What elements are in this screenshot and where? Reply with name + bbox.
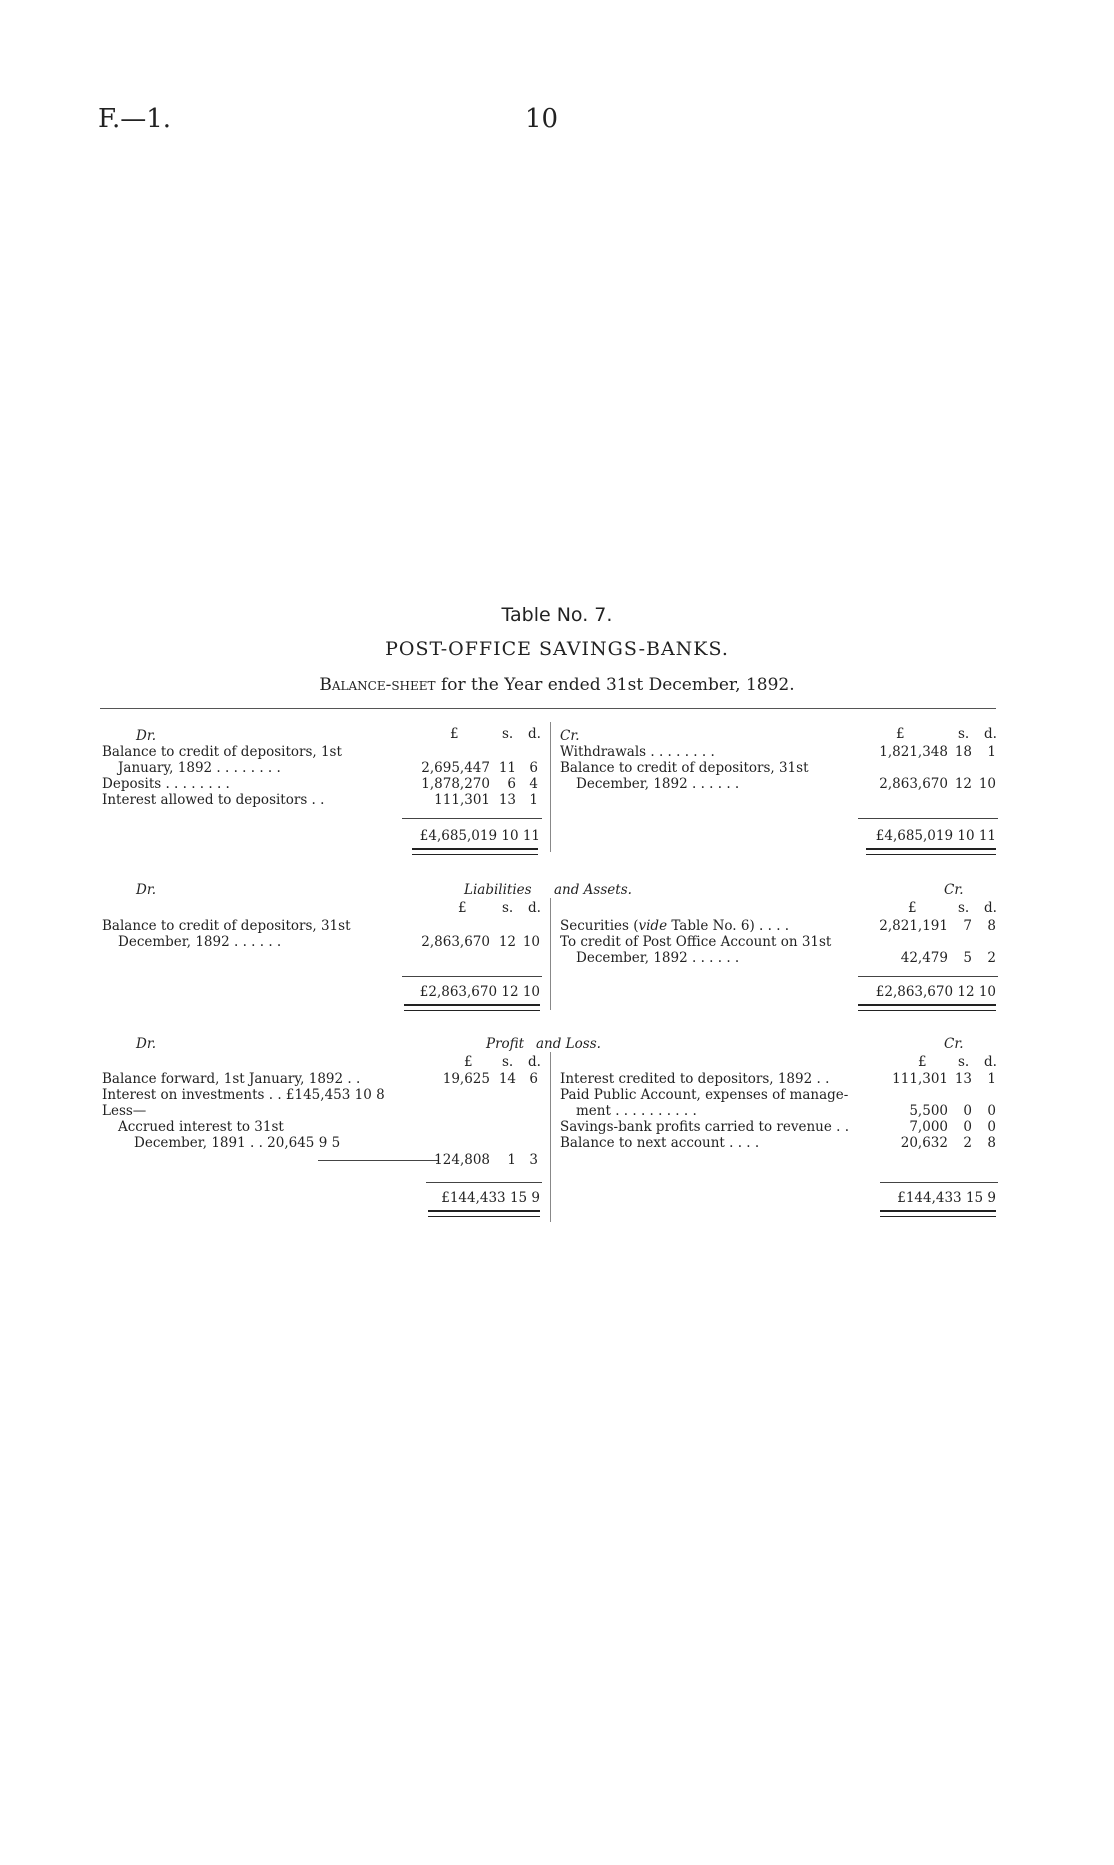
s3-right-row3-amount: 7,000 xyxy=(909,1119,948,1135)
s2-right-row2-amount: 42,479 xyxy=(900,950,948,966)
s3-right-d-header: d. xyxy=(984,1054,997,1070)
s1-right-row2-amount: 2,863,670 xyxy=(879,776,948,792)
s3-right-row2-amount: 5,500 xyxy=(909,1103,948,1119)
s1-left-row1-amount: 2,695,447 xyxy=(421,760,490,776)
top-rule xyxy=(100,708,996,709)
s1-left-row1-line1: Balance to credit of depositors, 1st xyxy=(102,744,342,760)
s2-right-row1-d: 8 xyxy=(987,918,996,934)
s2-left-sum-line xyxy=(402,976,542,977)
s1-left-row3-d: 1 xyxy=(529,792,538,808)
s3-left-row1-amount: 19,625 xyxy=(442,1071,490,1087)
s2-right-d-header: d. xyxy=(984,900,997,916)
s1-right-row2-line1: Balance to credit of depositors, 31st xyxy=(560,760,809,776)
s1-left-row2-d: 4 xyxy=(529,776,538,792)
s3-left-row5-amount: 124,808 xyxy=(434,1152,490,1168)
s3-right-row1-amount: 111,301 xyxy=(892,1071,948,1087)
s3-left-row5-label: December, 1891 . . 20,645 9 5 xyxy=(134,1135,341,1151)
s3-right-row4-d: 8 xyxy=(987,1135,996,1151)
s3-right-row1-s: 13 xyxy=(954,1071,972,1087)
s2-left-s: 12 xyxy=(498,934,516,950)
s3-left-row5-d: 3 xyxy=(529,1152,538,1168)
s3-left-subtract-line xyxy=(318,1160,438,1161)
s3-right-row4-label: Balance to next account . . . . xyxy=(560,1135,760,1151)
s3-left-row3-label: Less— xyxy=(102,1103,147,1119)
s2-left-line2: December, 1892 . . . . . . xyxy=(118,934,282,950)
s1-left-row3-s: 13 xyxy=(498,792,516,808)
table-heading: POST-OFFICE SAVINGS-BANKS. xyxy=(385,638,729,660)
s1-right-d-header: d. xyxy=(984,726,997,742)
s1-left-s-header: s. xyxy=(502,726,514,742)
s3-right-row2-s: 0 xyxy=(963,1103,972,1119)
table-title: Table No. 7. xyxy=(501,604,613,626)
s1-right-row2-line2: December, 1892 . . . . . . xyxy=(576,776,740,792)
section2-divider xyxy=(550,898,551,1010)
document-reference: F.—1. xyxy=(98,104,172,134)
s3-right-sum-line xyxy=(880,1182,998,1183)
s3-right-row3-label: Savings-bank profits carried to revenue . . xyxy=(560,1119,849,1135)
s3-right-pound-header: £ xyxy=(918,1054,927,1070)
s3-left-sum-line xyxy=(426,1182,542,1183)
s1-left-row3-label: Interest allowed to depositors . . xyxy=(102,792,325,808)
s2-right-row1-post: Table No. 6) . . . . xyxy=(667,918,790,934)
s3-left-pound-header: £ xyxy=(464,1054,473,1070)
s1-right-row1-s: 18 xyxy=(954,744,972,760)
s3-right-row4-s: 2 xyxy=(963,1135,972,1151)
s2-heading-a: Liabilities xyxy=(464,882,532,898)
s3-right-total: £144,433 15 9 xyxy=(897,1190,996,1206)
s2-left-line1: Balance to credit of depositors, 31st xyxy=(102,918,351,934)
s2-right-row1-amount: 2,821,191 xyxy=(879,918,948,934)
s2-left-total: £2,863,670 12 10 xyxy=(419,984,540,1000)
s2-right-sum-line xyxy=(858,976,998,977)
s1-right-row2-d: 10 xyxy=(978,776,996,792)
section1-divider xyxy=(550,722,551,852)
s2-right-row2-line2: December, 1892 . . . . . . xyxy=(576,950,740,966)
s3-right-row3-s: 0 xyxy=(963,1119,972,1135)
s2-right-row1-pre: Securities ( xyxy=(560,918,639,934)
s3-right-row1-label: Interest credited to depositors, 1892 . . xyxy=(560,1071,830,1087)
s3-right-row2-d: 0 xyxy=(987,1103,996,1119)
s3-left-row1-label: Balance forward, 1st January, 1892 . . xyxy=(102,1071,361,1087)
s1-left-total: £4,685,019 10 11 xyxy=(419,828,540,844)
s1-dr-label: Dr. xyxy=(136,728,157,744)
s3-right-row4-amount: 20,632 xyxy=(900,1135,948,1151)
s3-dr-label: Dr. xyxy=(136,1036,157,1052)
section3-divider xyxy=(550,1052,551,1222)
s1-left-row2-s: 6 xyxy=(507,776,516,792)
s2-right-double-rule xyxy=(858,1004,996,1011)
s2-left-d-header: d. xyxy=(528,900,541,916)
s3-right-row2-line1: Paid Public Account, expenses of manage- xyxy=(560,1087,849,1103)
s3-heading-b: and Loss. xyxy=(536,1036,601,1052)
s3-left-row2-label: Interest on investments . . £145,453 10 8 xyxy=(102,1087,385,1103)
s2-right-total: £2,863,670 12 10 xyxy=(875,984,996,1000)
s3-right-double-rule xyxy=(880,1210,996,1217)
s1-right-row1-amount: 1,821,348 xyxy=(879,744,948,760)
s1-right-s-header: s. xyxy=(958,726,970,742)
s3-left-row1-s: 14 xyxy=(498,1071,516,1087)
s3-left-double-rule xyxy=(428,1210,540,1217)
s2-right-row2-line1: To credit of Post Office Account on 31st xyxy=(560,934,832,950)
s1-right-row2-s: 12 xyxy=(954,776,972,792)
s3-left-row1-d: 6 xyxy=(529,1071,538,1087)
s2-heading-b: and Assets. xyxy=(554,882,632,898)
table-subheading xyxy=(0,675,1114,695)
s2-cr-label: Cr. xyxy=(944,882,964,898)
s1-right-total: £4,685,019 10 11 xyxy=(875,828,996,844)
s1-left-pound-header: £ xyxy=(450,726,459,742)
s3-left-s-header: s. xyxy=(502,1054,514,1070)
s1-left-row1-s: 11 xyxy=(498,760,516,776)
s1-left-double-rule xyxy=(412,848,538,855)
s1-left-sum-line xyxy=(402,818,542,819)
s2-right-row1-s: 7 xyxy=(963,918,972,934)
s2-left-double-rule xyxy=(404,1004,540,1011)
s2-right-row1-label xyxy=(560,918,860,934)
s1-left-row1-line2: January, 1892 . . . . . . . . xyxy=(118,760,281,776)
s2-right-pound-header: £ xyxy=(908,900,917,916)
s1-left-row2-amount: 1,878,270 xyxy=(421,776,490,792)
s1-left-row1-d: 6 xyxy=(529,760,538,776)
s1-left-d-header: d. xyxy=(528,726,541,742)
s2-right-row2-s: 5 xyxy=(963,950,972,966)
s2-left-d: 10 xyxy=(522,934,540,950)
s1-right-pound-header: £ xyxy=(896,726,905,742)
s1-left-row3-amount: 111,301 xyxy=(434,792,490,808)
s2-right-row1-vide: vide xyxy=(638,918,668,934)
s1-cr-label: Cr. xyxy=(560,728,580,744)
s3-right-s-header: s. xyxy=(958,1054,970,1070)
subheading-rest: for the Year ended 31st December, 1892. xyxy=(440,675,795,695)
s2-left-s-header: s. xyxy=(502,900,514,916)
s3-cr-label: Cr. xyxy=(944,1036,964,1052)
s3-left-d-header: d. xyxy=(528,1054,541,1070)
s2-right-s-header: s. xyxy=(958,900,970,916)
s3-left-row5-s: 1 xyxy=(507,1152,516,1168)
s1-left-row2-label: Deposits . . . . . . . . xyxy=(102,776,230,792)
s3-heading-a: Profit xyxy=(486,1036,525,1052)
s1-right-sum-line xyxy=(858,818,998,819)
s2-left-amount: 2,863,670 xyxy=(421,934,490,950)
s3-right-row3-d: 0 xyxy=(987,1119,996,1135)
s2-right-row2-d: 2 xyxy=(987,950,996,966)
s3-right-row2-line2: ment . . . . . . . . . . xyxy=(576,1103,697,1119)
page-number: 10 xyxy=(525,104,559,134)
s3-left-total: £144,433 15 9 xyxy=(441,1190,540,1206)
s1-right-double-rule xyxy=(866,848,996,855)
s1-right-row1-d: 1 xyxy=(987,744,996,760)
s3-left-row4-label: Accrued interest to 31st xyxy=(118,1119,284,1135)
s2-dr-label: Dr. xyxy=(136,882,157,898)
s3-right-row1-d: 1 xyxy=(987,1071,996,1087)
s2-left-pound-header: £ xyxy=(458,900,467,916)
subheading-smallcaps: Balance-sheet xyxy=(319,675,436,695)
s1-right-row1-label: Withdrawals . . . . . . . . xyxy=(560,744,715,760)
